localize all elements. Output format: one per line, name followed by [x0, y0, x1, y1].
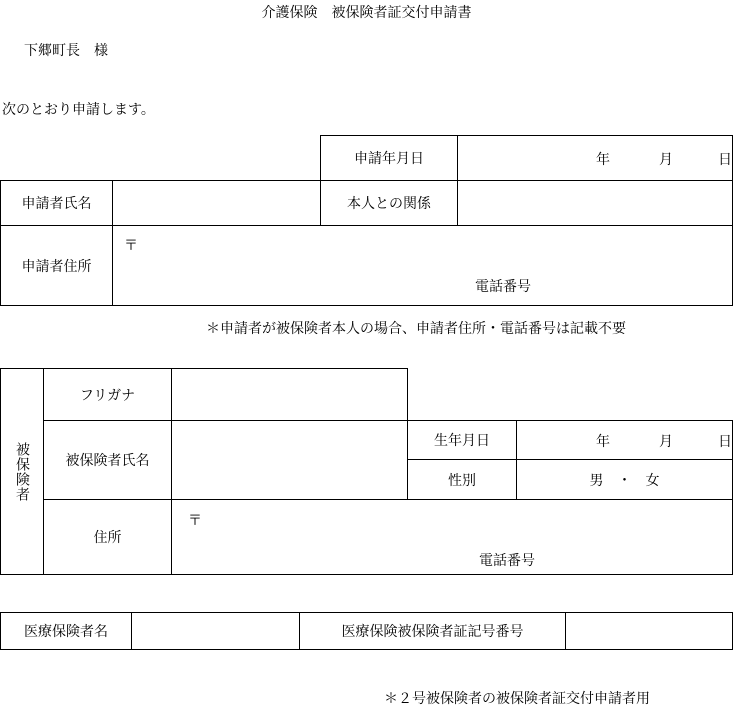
birth-date-label-cell — [407, 420, 517, 460]
postal-mark: 〒 — [188, 513, 202, 529]
applicant-phone-label: 電話番号 — [475, 279, 531, 295]
birth-day-unit: 日 — [718, 434, 732, 450]
insured-name-label-cell — [43, 420, 172, 500]
applicant-note: ＊申請者が被保険者本人の場合、申請者住所・電話番号は記載不要 — [206, 321, 626, 337]
medical-number-label-cell — [299, 612, 566, 650]
medical-number-field[interactable] — [565, 612, 733, 650]
sex-field[interactable] — [516, 459, 733, 500]
applicant-address-label: 申請者住所 — [21, 258, 92, 275]
application-date-label-cell — [320, 135, 458, 181]
insured-section-label-cell — [0, 368, 44, 575]
furigana-label-cell — [43, 368, 172, 421]
postal-mark: 〒 — [124, 238, 138, 254]
insured-address-label: 住所 — [93, 530, 122, 546]
sex-label: 性別 — [448, 472, 476, 489]
relation-field[interactable] — [457, 180, 733, 226]
applicant-name-label: 申請者氏名 — [21, 196, 92, 212]
secondary-insured-note: ＊２号被保険者の被保険者証交付申請者用 — [384, 691, 650, 707]
insured-address-field[interactable] — [171, 499, 733, 575]
birth-date-field[interactable] — [516, 420, 733, 460]
intro-text: 次のとおり申請します。 — [2, 102, 155, 118]
date-day-unit: 日 — [718, 152, 732, 168]
relation-label: 本人との関係 — [347, 196, 431, 212]
insured-section-label: 被保険者 — [14, 441, 30, 502]
furigana-field[interactable] — [171, 368, 408, 421]
birth-year-unit: 年 — [596, 434, 610, 450]
insured-address-label-cell — [43, 499, 172, 575]
application-date-label: 申請年月日 — [354, 151, 424, 167]
furigana-label: フリガナ — [79, 387, 136, 404]
insured-name-label: 被保険者氏名 — [65, 453, 150, 469]
relation-label-cell — [320, 180, 458, 226]
medical-insurer-label: 医療保険者名 — [24, 624, 108, 640]
date-year-unit: 年 — [596, 152, 610, 168]
insured-name-field[interactable] — [171, 420, 408, 500]
sex-label-cell — [407, 459, 517, 500]
applicant-address-field[interactable] — [112, 225, 733, 306]
applicant-name-field[interactable] — [112, 180, 321, 226]
addressee: 下郷町長 様 — [24, 43, 108, 59]
birth-date-label: 生年月日 — [434, 433, 490, 449]
medical-number-label: 医療保険被保険者証記号番号 — [341, 624, 524, 640]
applicant-address-label-cell — [0, 225, 113, 306]
applicant-name-label-cell — [0, 180, 113, 226]
form-title: 介護保険 被保険者証交付申請書 — [261, 5, 472, 21]
sex-options[interactable]: 男 ・ 女 — [589, 472, 660, 489]
medical-insurer-field[interactable] — [131, 612, 300, 650]
application-date-field[interactable] — [457, 135, 733, 181]
date-month-unit: 月 — [659, 152, 673, 168]
insured-phone-label: 電話番号 — [479, 553, 535, 569]
birth-month-unit: 月 — [659, 434, 673, 450]
medical-insurer-label-cell — [0, 612, 132, 650]
